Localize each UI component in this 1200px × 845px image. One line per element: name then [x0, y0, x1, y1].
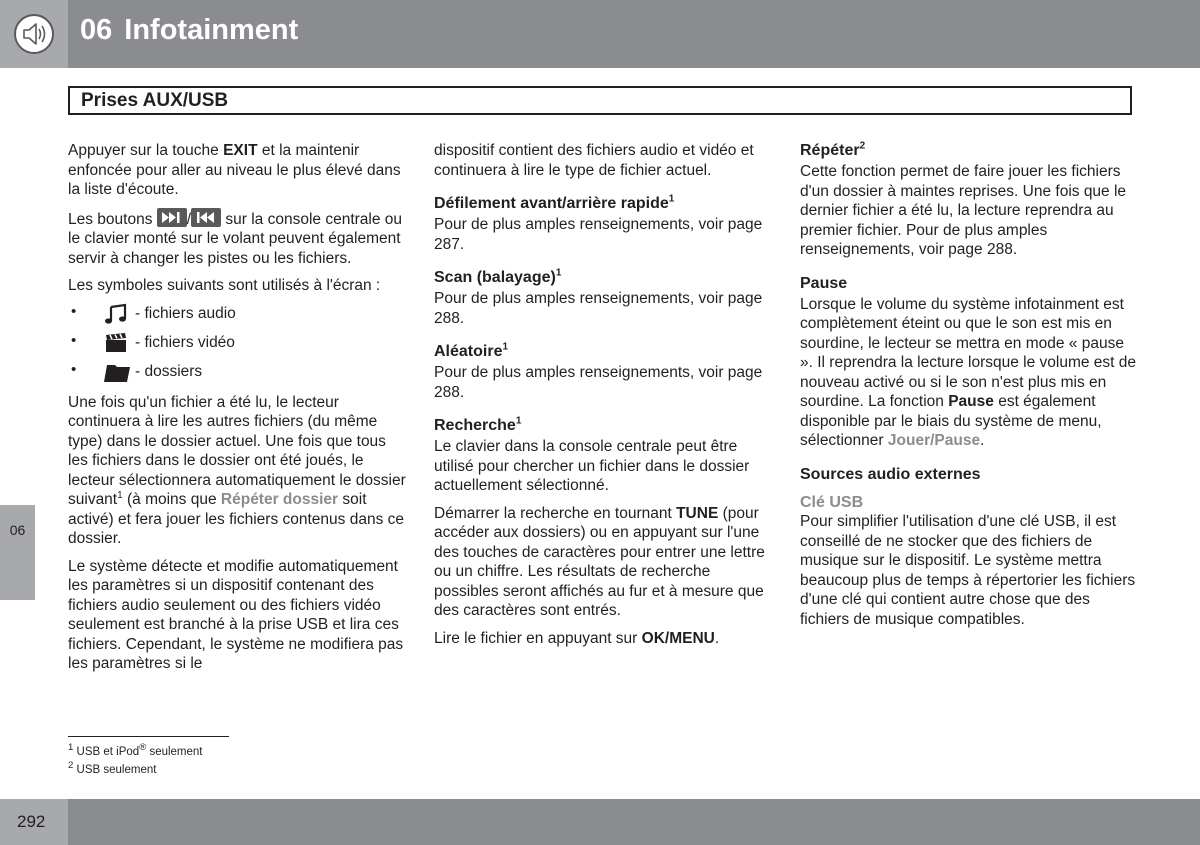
previous-track-icon	[191, 208, 221, 227]
text: .	[714, 629, 720, 647]
side-chapter-tab	[0, 505, 35, 600]
chapter-title	[80, 14, 310, 47]
text: est également disponible par le biais du système de menu, sélectionner	[800, 393, 1102, 449]
text: Lire le fichier en appuyant sur	[434, 629, 642, 647]
next-track-icon	[157, 208, 187, 227]
footnote-text: USB seulement	[76, 763, 157, 776]
footnote-ref: 1	[515, 415, 522, 427]
heading-fast-forward	[434, 194, 774, 214]
heading-search	[434, 416, 774, 436]
paragraph	[68, 393, 408, 549]
section-title: Prises AUX/USB	[81, 90, 229, 111]
paragraph: Pour de plus amples renseignements, voir page 288.	[434, 364, 763, 401]
footnote-divider	[68, 736, 229, 737]
footnote-ref: 1	[502, 341, 509, 353]
text: soit activé) et fera jouer les fichiers contenus dans ce dossier.	[68, 491, 405, 547]
list-item	[68, 329, 408, 358]
chapter-number: 06	[80, 14, 113, 46]
bullet: •	[71, 360, 77, 378]
text: Une fois qu'un fichier a été lu, le lecteur continuera à lire les autres fichiers (du même type) dans le dossier actuel. Une fois que tous les fichiers dans le dossier ont été joués, le lecteur sélectionnera automatiquement le dossier suivant	[68, 393, 406, 508]
subheading-usb-key: Clé USB	[800, 493, 864, 511]
heading-scan	[434, 268, 774, 288]
text: Lorsque le volume du système infotainment est complètement éteint ou que le son est mis en sourdine, le lecteur se mettra en mode « pause ». Il reprendra la lecture lorsque le volume est de nouveau activé ou si le son n'est plus mis en sourdine. La fonction	[800, 295, 1137, 410]
footnote-text: USB et iPod	[76, 745, 140, 758]
paragraph	[800, 295, 1140, 451]
symbol-label: - fichiers audio	[135, 305, 236, 323]
text: (pour accéder aux dossiers) ou en appuyant sur l'une des touches de caractères pour entrer une lettre ou un chiffre. Les résultats de recherche possibles seront affichés au fur et à mesure que des caractères sont entrés.	[434, 504, 765, 619]
column-1	[68, 141, 408, 682]
heading-text: Scan (balayage)	[434, 269, 556, 286]
heading-text: Répéter	[800, 142, 860, 159]
paragraph: Cette fonction permet de faire jouer les fichiers d'un dossier à maintes reprises. Une fois que le dernier fichier a été lu, la lecture reprendra au premier fichier. Pour de plus amples renseignements, voir page 288.	[800, 163, 1127, 258]
tune-knob: TUNE	[676, 504, 719, 522]
footnote-ref: 1	[555, 267, 562, 279]
footnote-ref: 2	[859, 140, 866, 152]
text: Les boutons	[68, 210, 157, 228]
side-tab-label: 06	[9, 522, 26, 538]
text: (à moins que	[122, 491, 221, 508]
list-item	[68, 300, 408, 329]
speaker-icon	[14, 14, 54, 54]
paragraph	[434, 504, 774, 621]
text: .	[980, 432, 985, 449]
paragraph: Le clavier dans la console centrale peut être utilisé pour chercher un fichier dans le dossier actuellement sélectionné.	[434, 438, 750, 494]
folder-icon	[103, 361, 131, 383]
footnotes	[68, 741, 203, 777]
chapter-name: Infotainment	[124, 14, 299, 46]
paragraph: Pour de plus amples renseignements, voir page 288.	[434, 290, 763, 327]
symbol-list	[68, 300, 408, 387]
exit-key: EXIT	[223, 142, 258, 159]
paragraph	[68, 208, 408, 269]
text: sur la console centrale ou le clavier monté sur le volant peuvent également servir à changer les pistes ou les fichiers.	[68, 210, 403, 267]
ok-menu-key: OK/MENU	[641, 629, 715, 647]
menu-option-play-pause: Jouer/Pause	[887, 432, 981, 449]
heading-text: Défilement avant/arrière rapide	[434, 195, 669, 212]
heading-text: Aléatoire	[434, 343, 503, 360]
footnote-ref: 1	[117, 489, 123, 501]
footnote-text: seulement	[146, 745, 203, 758]
paragraph: Pour de plus amples renseignements, voir page 287.	[434, 216, 763, 253]
footnote	[68, 741, 203, 759]
column-3	[800, 141, 1140, 629]
heading-random	[434, 342, 774, 362]
paragraph: dispositif contient des fichiers audio et vidéo et continuera à lire le type de fichier actuel.	[434, 142, 754, 179]
paragraph: Pour simplifier l'utilisation d'une clé USB, il est conseillé de ne stocker que des fichiers de musique sur le dispositif. Le système mettra beaucoup plus de temps à répertorier les fichiers d'une clé qui contient autre chose que des fichiers de musique compatibles.	[800, 513, 1136, 628]
paragraph: Les symboles suivants sont utilisés à l'écran :	[68, 277, 381, 294]
heading-pause: Pause	[800, 274, 848, 292]
heading-repeat	[800, 141, 1140, 161]
header-left-band	[0, 0, 68, 68]
page-number: 292	[17, 812, 46, 831]
paragraph	[68, 141, 408, 200]
symbol-label: - dossiers	[135, 363, 203, 381]
bullet: •	[71, 331, 77, 349]
footnote-number: 2	[68, 759, 74, 771]
heading-external-sources: Sources audio externes	[800, 465, 981, 483]
symbol-label: - fichiers vidéo	[135, 334, 235, 352]
bullet: •	[71, 302, 77, 320]
text: et la maintenir enfoncée pour aller au niveau le plus élevé dans la liste d'écoute.	[68, 142, 401, 198]
text: Démarrer la recherche en tournant	[434, 504, 677, 522]
section-title-box	[68, 86, 1132, 115]
heading-text: Recherche	[434, 417, 516, 434]
paragraph: Le système détecte et modifie automatiquement les paramètres si un dispositif contenant des fichiers audio seulement ou des fichiers vidéo seulement est branché à la prise USB et lira ces fichiers. Cependant, le système ne modifiera pas les paramètres si le	[68, 557, 404, 672]
footnote-ref: 1	[668, 193, 675, 205]
music-note-icon	[103, 303, 131, 325]
list-item	[68, 358, 408, 387]
pause-function: Pause	[948, 393, 994, 410]
text: Appuyer sur la touche	[68, 142, 224, 159]
footnote-number: 1	[68, 742, 74, 753]
footnote	[68, 759, 203, 777]
menu-option-repeat-folder: Répéter dossier	[220, 491, 339, 508]
slash: /	[186, 210, 192, 228]
registered-mark: ®	[139, 742, 147, 753]
column-2	[434, 141, 774, 656]
paragraph	[434, 629, 774, 649]
footer-band	[68, 799, 1200, 845]
film-clapper-icon	[103, 332, 131, 354]
